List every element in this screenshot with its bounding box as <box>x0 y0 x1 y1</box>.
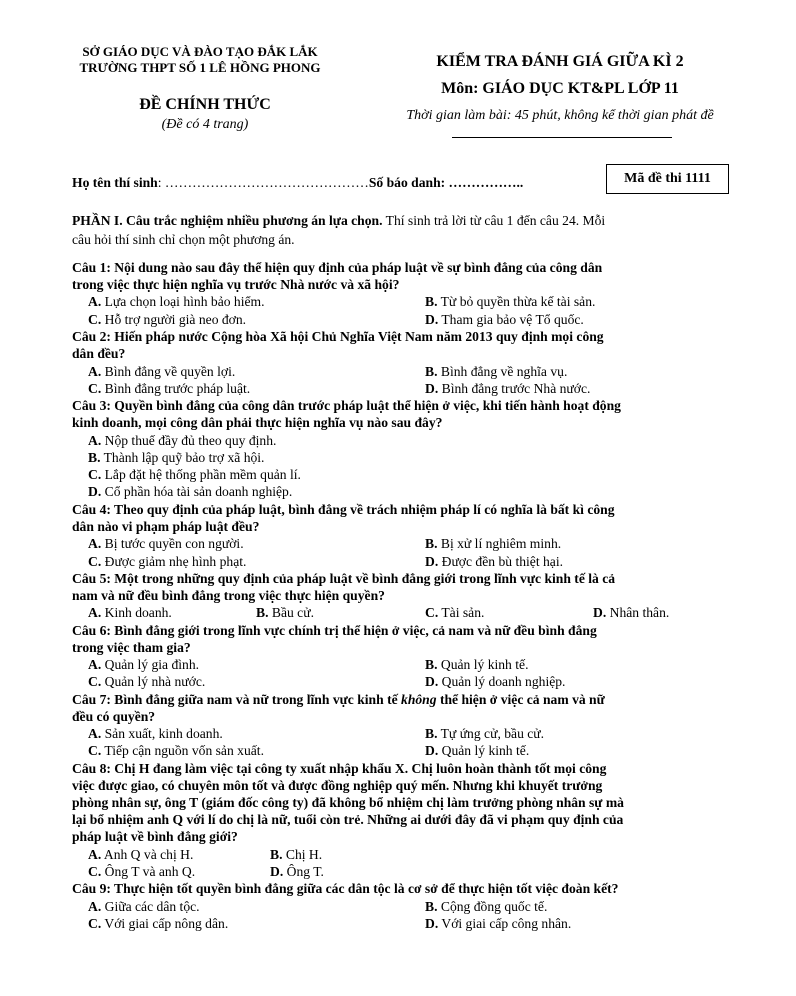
question-8-text-4: lại bổ nhiệm anh Q với lí do chị là nữ, tuổi còn trẻ. Những ai dưới đây đã vi phạm quy định của <box>72 812 624 827</box>
q8-option-b[interactable]: B. Chị H. <box>270 847 323 862</box>
q7-option-a[interactable]: A. Sản xuất, kinh doanh. <box>88 726 223 741</box>
q1-option-b[interactable]: B. Từ bỏ quyền thừa kế tài sản. <box>425 294 596 309</box>
part1-instruction-line2: câu hỏi thí sinh chỉ chọn một phương án. <box>72 232 295 247</box>
emphasis-khong: không <box>401 692 437 707</box>
q6-option-a[interactable]: A. Quản lý gia đình. <box>88 657 200 672</box>
exam-code: Mã đề thi 1111 <box>624 171 711 186</box>
q7-option-b[interactable]: B. Tự ứng cử, bầu cử. <box>425 726 545 741</box>
question-5-text-2: nam và nữ đều bình đẳng trong việc thực hiện quyền? <box>72 588 385 603</box>
question-8-text-3: phòng nhân sự, ông T (giám đốc công ty) đã không bổ nhiệm chị làm trưởng phòng nhân sự mà <box>72 795 624 810</box>
q5-option-a[interactable]: A. Kinh doanh. <box>88 605 172 620</box>
part1-text: Thí sinh trả lời từ câu 1 đến câu 24. Mỗi <box>382 213 606 228</box>
q4-option-d[interactable]: D. Được đền bù thiệt hại. <box>425 554 564 569</box>
question-8-text-2: việc được giao, có chuyên môn tốt và được đồng nghiệp quý mến. Nhưng khi khuyết trưởng <box>72 778 603 793</box>
q2-option-c[interactable]: C. Bình đẳng trước pháp luật. <box>88 381 251 396</box>
student-name-row <box>72 175 523 191</box>
q1-option-a[interactable]: A. Lựa chọn loại hình bảo hiểm. <box>88 294 265 309</box>
q8-option-a[interactable]: A. Anh Q và chị H. <box>88 847 194 862</box>
student-name-label: Họ tên thí sinh <box>72 175 158 190</box>
q9-option-c[interactable]: C. Với giai cấp nông dân. <box>88 916 229 931</box>
question-7-text: Câu 7: Bình đẳng giữa nam và nữ trong lĩnh vực kinh tế không thể hiện ở việc cả nam và nữ <box>72 692 605 707</box>
q9-option-d[interactable]: D. Với giai cấp công nhân. <box>425 916 572 931</box>
question-1-text: Câu 1: Nội dung nào sau đây thể hiện quy định của pháp luật về sự bình đẳng của công dân <box>72 260 603 275</box>
q3-option-d[interactable]: D. Cổ phần hóa tài sản doanh nghiệp. <box>88 484 293 499</box>
part1-instruction <box>72 212 605 229</box>
q5-option-b[interactable]: B. Bầu cử. <box>256 605 314 620</box>
question-6-text-2: trong việc tham gia? <box>72 640 191 655</box>
q5-option-d[interactable]: D. Nhân thân. <box>593 605 670 620</box>
page-count: (Đề có 4 trang) <box>161 117 249 132</box>
question-4-text: Câu 4: Theo quy định của pháp luật, bình đẳng về trách nhiệm pháp lí có nghĩa là bất kì công <box>72 502 615 517</box>
q9-option-a[interactable]: A. Giữa các dân tộc. <box>88 899 200 914</box>
question-1-text-2: trong việc thực hiện nghĩa vụ trước Nhà nước và xã hội? <box>72 277 400 292</box>
q4-option-a[interactable]: A. Bị tước quyền con người. <box>88 536 244 551</box>
question-8-text-5: pháp luật về bình đẳng giới? <box>72 829 238 844</box>
q7-option-c[interactable]: C. Tiếp cận nguồn vốn sản xuất. <box>88 743 264 758</box>
q2-option-b[interactable]: B. Bình đẳng về nghĩa vụ. <box>425 364 568 379</box>
question-8-text: Câu 8: Chị H đang làm việc tại công ty xuất nhập khẩu X. Chị luôn hoàn thành tốt mọi công <box>72 761 607 776</box>
question-6-text: Câu 6: Bình đẳng giới trong lĩnh vực chính trị thể hiện ở việc, cả nam và nữ đều bình đẳng <box>72 623 597 638</box>
q3-option-b[interactable]: B. Thành lập quỹ bảo trợ xã hội. <box>88 450 265 465</box>
q6-option-d[interactable]: D. Quản lý doanh nghiệp. <box>425 674 566 689</box>
q6-option-c[interactable]: C. Quản lý nhà nước. <box>88 674 206 689</box>
question-9-text: Câu 9: Thực hiện tốt quyền bình đẳng giữa các dân tộc là cơ sở để thực hiện tốt việc đoàn kết? <box>72 881 619 896</box>
question-4-text-2: dân nào vi phạm pháp luật đều? <box>72 519 260 534</box>
student-name-dots: : ……………………………………… <box>157 175 369 190</box>
exam-code-box <box>606 164 729 194</box>
question-2-text: Câu 2: Hiến pháp nước Cộng hòa Xã hội Chủ Nghĩa Việt Nam năm 2013 quy định mọi công <box>72 329 604 344</box>
q4-option-b[interactable]: B. Bị xử lí nghiêm minh. <box>425 536 562 551</box>
time-limit: Thời gian làm bài: 45 phút, không kể thời gian phát đề <box>406 108 714 123</box>
question-2-text-2: dân đều? <box>72 346 126 361</box>
q1-option-c[interactable]: C. Hỗ trợ người già neo đơn. <box>88 312 247 327</box>
subject-line: Môn: GIÁO DỤC KT&PL LỚP 11 <box>441 80 679 97</box>
q6-option-b[interactable]: B. Quản lý kinh tế. <box>425 657 529 672</box>
question-3-text: Câu 3: Quyền bình đẳng của công dân trước pháp luật thể hiện ở việc, khi tiến hành hoạt động <box>72 398 621 413</box>
q7-option-d[interactable]: D. Quản lý kinh tế. <box>425 743 530 758</box>
q3-option-c[interactable]: C. Lắp đặt hệ thống phần mềm quản lí. <box>88 467 301 482</box>
q3-option-a[interactable]: A. Nộp thuế đầy đủ theo quy định. <box>88 433 277 448</box>
official-label: ĐỀ CHÍNH THỨC <box>139 96 271 113</box>
school-name: TRƯỜNG THPT SỐ 1 LÊ HỒNG PHONG <box>79 60 321 75</box>
q9-option-b[interactable]: B. Cộng đồng quốc tế. <box>425 899 548 914</box>
department-name: SỞ GIÁO DỤC VÀ ĐÀO TẠO ĐẮK LẮK <box>82 44 318 59</box>
question-5-text: Câu 5: Một trong những quy định của pháp luật về bình đẳng giới trong lĩnh vực kinh tế là cả <box>72 571 616 586</box>
q4-option-c[interactable]: C. Được giảm nhẹ hình phạt. <box>88 554 247 569</box>
student-id-label: Số báo danh: …………….. <box>368 175 524 190</box>
part1-title: PHẦN I. Câu trắc nghiệm nhiều phương án lựa chọn. <box>72 213 383 228</box>
question-3-text-2: kinh doanh, mọi công dân phải thực hiện nghĩa vụ nào sau đây? <box>72 415 443 430</box>
header-divider <box>452 137 672 138</box>
q2-option-d[interactable]: D. Bình đẳng trước Nhà nước. <box>425 381 591 396</box>
exam-title: KIỂM TRA ĐÁNH GIÁ GIỮA KÌ 2 <box>436 53 684 70</box>
q8-option-d[interactable]: D. Ông T. <box>270 864 324 879</box>
q2-option-a[interactable]: A. Bình đẳng về quyền lợi. <box>88 364 236 379</box>
q8-option-c[interactable]: C. Ông T và anh Q. <box>88 864 196 879</box>
q1-option-d[interactable]: D. Tham gia bảo vệ Tổ quốc. <box>425 312 584 327</box>
question-7-text-2: đều có quyền? <box>72 709 156 724</box>
q5-option-c[interactable]: C. Tài sản. <box>425 605 485 620</box>
